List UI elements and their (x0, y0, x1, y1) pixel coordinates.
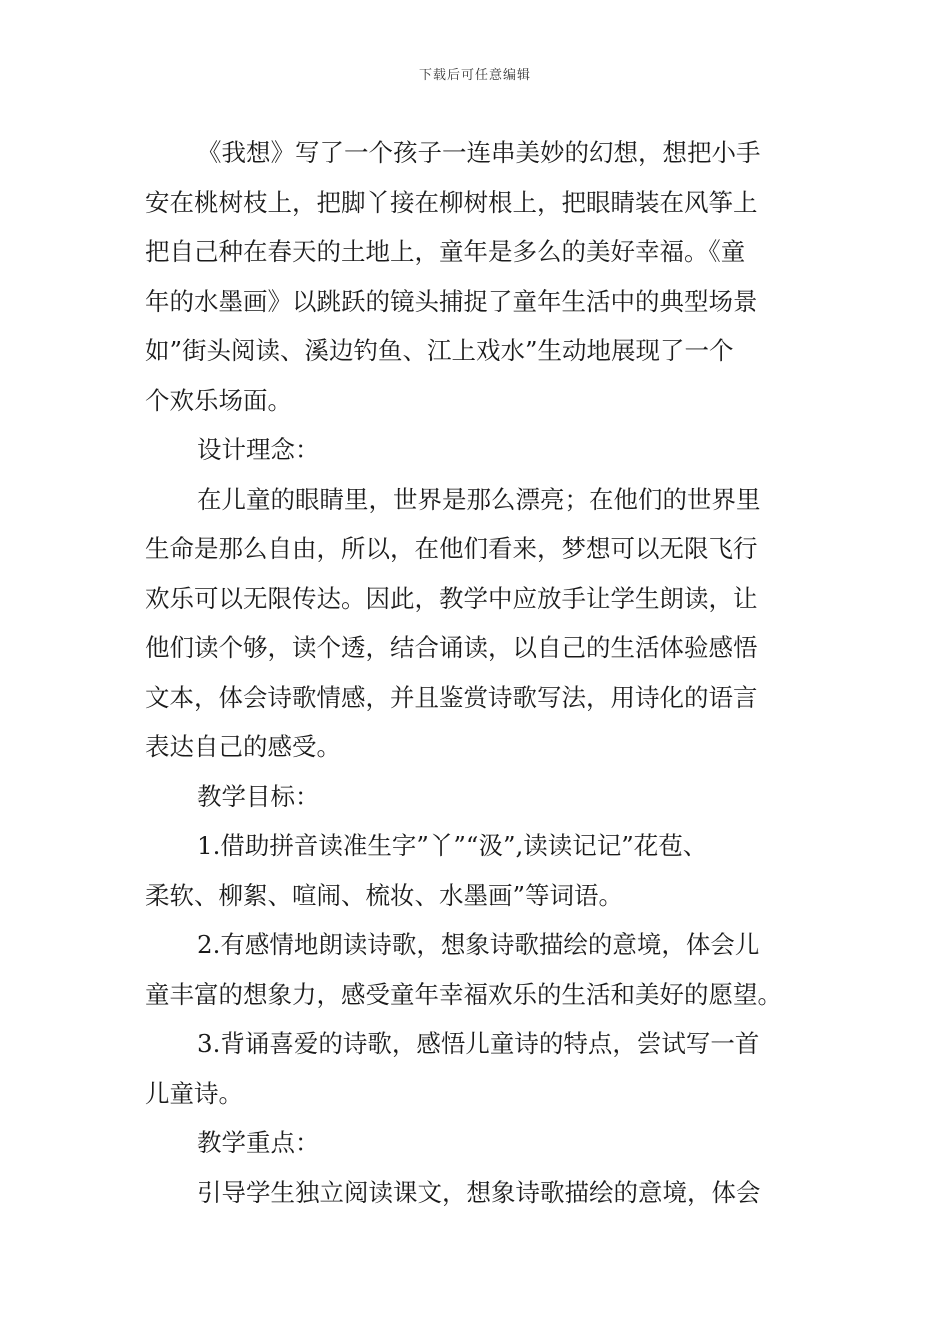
text-line: 文本，体会诗歌情感，并且鉴赏诗歌写法，用诗化的语言 (145, 682, 758, 712)
text-line: 年的水墨画》以跳跃的镜头捕捉了童年生活中的典型场景 (145, 286, 758, 316)
text-line: 柔软、柳絮、喧闹、梳妆、水墨画”等词语。 (145, 880, 624, 910)
text-line: 引导学生独立阅读课文，想象诗歌描绘的意境，体会 (197, 1177, 761, 1207)
goal-item-3: 3.背诵喜爱的诗歌，感悟儿童诗的特点，尝试写一首 (197, 1029, 760, 1058)
document-body (145, 128, 805, 1217)
text-line: 表达自己的感受。 (145, 732, 341, 761)
page-header-note: 下载后可任意编辑 (418, 68, 531, 83)
text-line: 童丰富的想象力，感受童年幸福欢乐的生活和美好的愿望。 (145, 979, 782, 1009)
text-line: 个欢乐场面。 (145, 385, 292, 415)
section-heading-teaching-goals: 教学目标： (197, 781, 320, 811)
text-line: 儿童诗。 (145, 1078, 243, 1108)
goal-item-2: 2.有感情地朗读诗歌，想象诗歌描绘的意境，体会儿 (197, 930, 760, 959)
text-line: 《我想》写了一个孩子一连串美妙的幻想，想把小手 (197, 138, 761, 167)
section-heading-teaching-focus: 教学重点： (197, 1128, 320, 1157)
text-line: 欢乐可以无限传达。因此，教学中应放手让学生朗读，让 (145, 583, 758, 613)
text-line: 他们读个够，读个透，结合诵读，以自己的生活体验感悟 (145, 633, 758, 662)
goal-item-1: 1.借助拼音读准生字”丫”“汲”,读读记记”花苞、 (197, 831, 708, 860)
text-line: 安在桃树枝上，把脚丫接在柳树根上，把眼睛装在风筝上 (145, 187, 758, 217)
text-line: 在儿童的眼睛里，世界是那么漂亮；在他们的世界里 (197, 484, 761, 514)
text-line: 如”街头阅读、溪边钓鱼、江上戏水”生动地展现了一个 (145, 336, 734, 365)
text-line: 生命是那么自由，所以，在他们看来，梦想可以无限飞行 (145, 534, 758, 563)
text-line: 把自己种在春天的土地上，童年是多么的美好幸福。《童 (145, 237, 746, 266)
section-heading-design-concept: 设计理念： (197, 435, 320, 464)
